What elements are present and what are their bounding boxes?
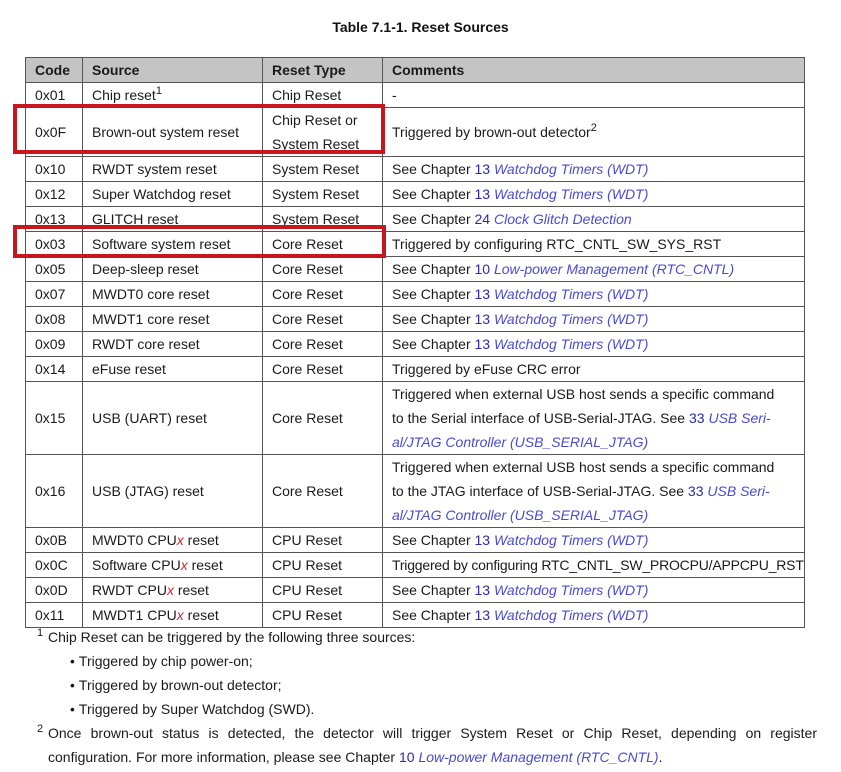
- chapter-number-link[interactable]: 13: [474, 161, 491, 177]
- chapter-title-link[interactable]: Clock Glitch Detection: [493, 211, 632, 227]
- comment-cell: [383, 332, 805, 357]
- table-row: [26, 455, 805, 528]
- reset-type-line-2: System Reset: [272, 136, 360, 152]
- comment-text: Triggered by brown-out detector: [392, 124, 591, 140]
- comment-cell: [383, 157, 805, 182]
- chapter-number-link[interactable]: 13: [474, 582, 491, 598]
- comment-line-1: Triggered when external USB host sends a specific command: [392, 386, 775, 402]
- comment-cell: Triggered by eFuse CRC error: [383, 357, 805, 382]
- chapter-number-link[interactable]: 13: [474, 336, 491, 352]
- code-cell: 0x09: [26, 332, 83, 357]
- reset-type-cell: CPU Reset: [263, 553, 383, 578]
- comment-cell: -: [383, 83, 805, 108]
- source-cell: RWDT system reset: [83, 157, 263, 182]
- code-cell: 0x12: [26, 182, 83, 207]
- code-cell: 0x03: [26, 232, 83, 257]
- comment-cell: Triggered by configuring RTC_CNTL_SW_PROCPU/APPCPU_RST: [383, 553, 805, 578]
- source-cell: [83, 603, 263, 628]
- footnote-bullet: • Triggered by chip power-on;: [37, 649, 817, 673]
- footnote-1-text: Chip Reset can be triggered by the following three sources:: [48, 629, 416, 645]
- table-row: [26, 282, 805, 307]
- table-row: [26, 182, 805, 207]
- source-cell: GLITCH reset: [83, 207, 263, 232]
- footnote-2-end: .: [658, 749, 663, 765]
- source-text: Software CPU: [92, 557, 181, 573]
- chapter-title-link-continued[interactable]: al/JTAG Controller (USB_SERIAL_JTAG): [392, 434, 649, 450]
- cpu-index-variable: x: [176, 532, 184, 548]
- chapter-title-link[interactable]: USB Seri-: [707, 483, 770, 499]
- chapter-number-link[interactable]: 13: [474, 607, 491, 623]
- chapter-number-link[interactable]: 13: [474, 286, 491, 302]
- table-footnotes: [37, 625, 817, 769]
- source-text: Chip reset: [92, 87, 156, 103]
- footnote-ref: 2: [590, 122, 597, 134]
- source-cell: MWDT1 core reset: [83, 307, 263, 332]
- chapter-number-link[interactable]: 33: [687, 483, 704, 499]
- chapter-title-link[interactable]: Watchdog Timers (WDT): [493, 532, 649, 548]
- table-title: Table 7.1-1. Reset Sources: [332, 19, 509, 35]
- comment-text: See Chapter: [392, 582, 475, 598]
- table-row: [26, 157, 805, 182]
- comment-cell: [383, 207, 805, 232]
- comment-text: See Chapter: [392, 311, 475, 327]
- table-row: [26, 307, 805, 332]
- source-text: MWDT1 CPU: [92, 607, 177, 623]
- comment-text: See Chapter: [392, 161, 475, 177]
- comment-cell: [383, 182, 805, 207]
- comment-cell: [383, 578, 805, 603]
- reset-type-cell: Chip Reset: [263, 83, 383, 108]
- source-text: MWDT0 CPU: [92, 532, 177, 548]
- reset-type-cell: Core Reset: [263, 382, 383, 455]
- footnote-2: [37, 721, 817, 769]
- comment-text: See Chapter: [392, 261, 475, 277]
- chapter-title-link[interactable]: Watchdog Timers (WDT): [493, 311, 649, 327]
- comment-cell: [383, 528, 805, 553]
- reset-type-cell: System Reset: [263, 182, 383, 207]
- source-cell: Brown-out system reset: [83, 108, 263, 157]
- comment-cell: [383, 455, 805, 528]
- source-cell: eFuse reset: [83, 357, 263, 382]
- chapter-title-link[interactable]: Watchdog Timers (WDT): [493, 186, 649, 202]
- chapter-title-link[interactable]: Low-power Management (RTC_CNTL): [493, 261, 735, 277]
- chapter-number-link[interactable]: 13: [474, 311, 491, 327]
- comment-text: to the Serial interface of USB-Serial-JTAG. See: [392, 410, 689, 426]
- comment-line-1: Triggered when external USB host sends a specific command: [392, 459, 775, 475]
- comment-cell: [383, 108, 805, 157]
- table-row: [26, 528, 805, 553]
- source-cell: RWDT core reset: [83, 332, 263, 357]
- footnote-1: [37, 625, 817, 649]
- comment-text: See Chapter: [392, 532, 475, 548]
- reset-type-cell: System Reset: [263, 157, 383, 182]
- source-cell: USB (UART) reset: [83, 382, 263, 455]
- reset-type-cell: Core Reset: [263, 455, 383, 528]
- column-header-code: Code: [26, 58, 83, 83]
- source-cell: MWDT0 core reset: [83, 282, 263, 307]
- comment-text: See Chapter: [392, 186, 475, 202]
- comment-line-2: [392, 479, 795, 503]
- reset-type-line-1-text: Chip Reset or: [272, 112, 358, 128]
- reset-type-cell: Core Reset: [263, 307, 383, 332]
- reset-type-cell: Core Reset: [263, 282, 383, 307]
- code-cell: 0x0F: [26, 108, 83, 157]
- code-cell: 0x0C: [26, 553, 83, 578]
- footnote-1-marker: 1: [37, 627, 44, 639]
- footnote-2-body: [37, 721, 817, 769]
- footnote-bullet: • Triggered by brown-out detector;: [37, 673, 817, 697]
- code-cell: 0x08: [26, 307, 83, 332]
- column-header-reset-type: Reset Type: [263, 58, 383, 83]
- source-cell: USB (JTAG) reset: [83, 455, 263, 528]
- reset-type-cell: System Reset: [263, 207, 383, 232]
- highlight-box-software-reset: [13, 225, 386, 258]
- chapter-number-link[interactable]: 13: [474, 532, 491, 548]
- chapter-number-link[interactable]: 10: [474, 261, 491, 277]
- reset-type-cell: Core Reset: [263, 332, 383, 357]
- code-cell: 0x10: [26, 157, 83, 182]
- source-text: RWDT CPU: [92, 582, 167, 598]
- source-text-suffix: reset: [187, 557, 223, 573]
- cpu-index-variable: x: [176, 607, 184, 623]
- reset-type-cell: CPU Reset: [263, 528, 383, 553]
- chapter-title-link[interactable]: Watchdog Timers (WDT): [493, 161, 649, 177]
- reset-type-cell: CPU Reset: [263, 578, 383, 603]
- comment-text: See Chapter: [392, 286, 475, 302]
- footnote-2-text: Once brown-out status is detected, the detector will trigger System Reset or Chip Reset, depending on register configuration. For more information, please see Chapter: [48, 725, 817, 765]
- table-row: [26, 553, 805, 578]
- table-row: [26, 603, 805, 628]
- chapter-title-link[interactable]: Watchdog Timers (WDT): [493, 336, 649, 352]
- reset-type-cell: Core Reset: [263, 232, 383, 257]
- source-cell: Super Watchdog reset: [83, 182, 263, 207]
- chapter-number-link[interactable]: 24: [474, 211, 491, 227]
- code-cell: 0x05: [26, 257, 83, 282]
- source-cell: Deep-sleep reset: [83, 257, 263, 282]
- code-cell: 0x11: [26, 603, 83, 628]
- column-header-source: Source: [83, 58, 263, 83]
- footnote-2-marker: 2: [37, 723, 44, 735]
- footnote-bullet: • Triggered by Super Watchdog (SWD).: [37, 697, 817, 721]
- footnote-ref: 1: [155, 85, 162, 97]
- highlight-box-brown-out: [13, 104, 385, 154]
- table-row: [26, 332, 805, 357]
- source-cell: [83, 553, 263, 578]
- code-cell: 0x14: [26, 357, 83, 382]
- comment-cell: [383, 603, 805, 628]
- code-cell: 0x0B: [26, 528, 83, 553]
- reset-type-cell: Core Reset: [263, 257, 383, 282]
- source-cell: [83, 528, 263, 553]
- table-row: [26, 257, 805, 282]
- chapter-title-link[interactable]: USB Seri-: [708, 410, 771, 426]
- source-text-suffix: reset: [183, 607, 219, 623]
- code-cell: 0x0D: [26, 578, 83, 603]
- chapter-title-link[interactable]: Watchdog Timers (WDT): [493, 286, 649, 302]
- column-header-comments: Comments: [383, 58, 805, 83]
- chapter-title-link-continued[interactable]: al/JTAG Controller (USB_SERIAL_JTAG): [392, 507, 649, 523]
- source-text-suffix: reset: [173, 582, 209, 598]
- chapter-title-link[interactable]: Watchdog Timers (WDT): [493, 607, 649, 623]
- code-cell: 0x01: [26, 83, 83, 108]
- table-row: [26, 357, 805, 382]
- source-text-suffix: reset: [183, 532, 219, 548]
- comment-text: See Chapter: [392, 336, 475, 352]
- cpu-index-variable: x: [180, 557, 188, 573]
- comment-text: See Chapter: [392, 607, 475, 623]
- comment-cell: [383, 382, 805, 455]
- chapter-title-link[interactable]: Low-power Management (RTC_CNTL): [418, 749, 659, 765]
- code-cell: 0x07: [26, 282, 83, 307]
- cpu-index-variable: x: [166, 582, 174, 598]
- comment-cell: [383, 282, 805, 307]
- comment-line-2: [392, 406, 795, 430]
- source-cell: [83, 578, 263, 603]
- chapter-number-link[interactable]: 10: [398, 749, 415, 765]
- chapter-number-link[interactable]: 33: [688, 410, 705, 426]
- comment-cell: [383, 257, 805, 282]
- comment-cell: Triggered by configuring RTC_CNTL_SW_SYS_RST: [383, 232, 805, 257]
- source-cell: Software system reset: [83, 232, 263, 257]
- code-cell: 0x15: [26, 382, 83, 455]
- comment-text: to the JTAG interface of USB-Serial-JTAG. See: [392, 483, 688, 499]
- comment-text: See Chapter: [392, 211, 475, 227]
- table-row: [26, 382, 805, 455]
- chapter-number-link[interactable]: 13: [474, 186, 491, 202]
- chapter-title-link[interactable]: Watchdog Timers (WDT): [493, 582, 649, 598]
- table-header-row: [26, 58, 805, 83]
- code-cell: 0x13: [26, 207, 83, 232]
- reset-type-cell: Core Reset: [263, 357, 383, 382]
- table-row: [26, 578, 805, 603]
- comment-cell: [383, 307, 805, 332]
- reset-type-cell: CPU Reset: [263, 603, 383, 628]
- code-cell: 0x16: [26, 455, 83, 528]
